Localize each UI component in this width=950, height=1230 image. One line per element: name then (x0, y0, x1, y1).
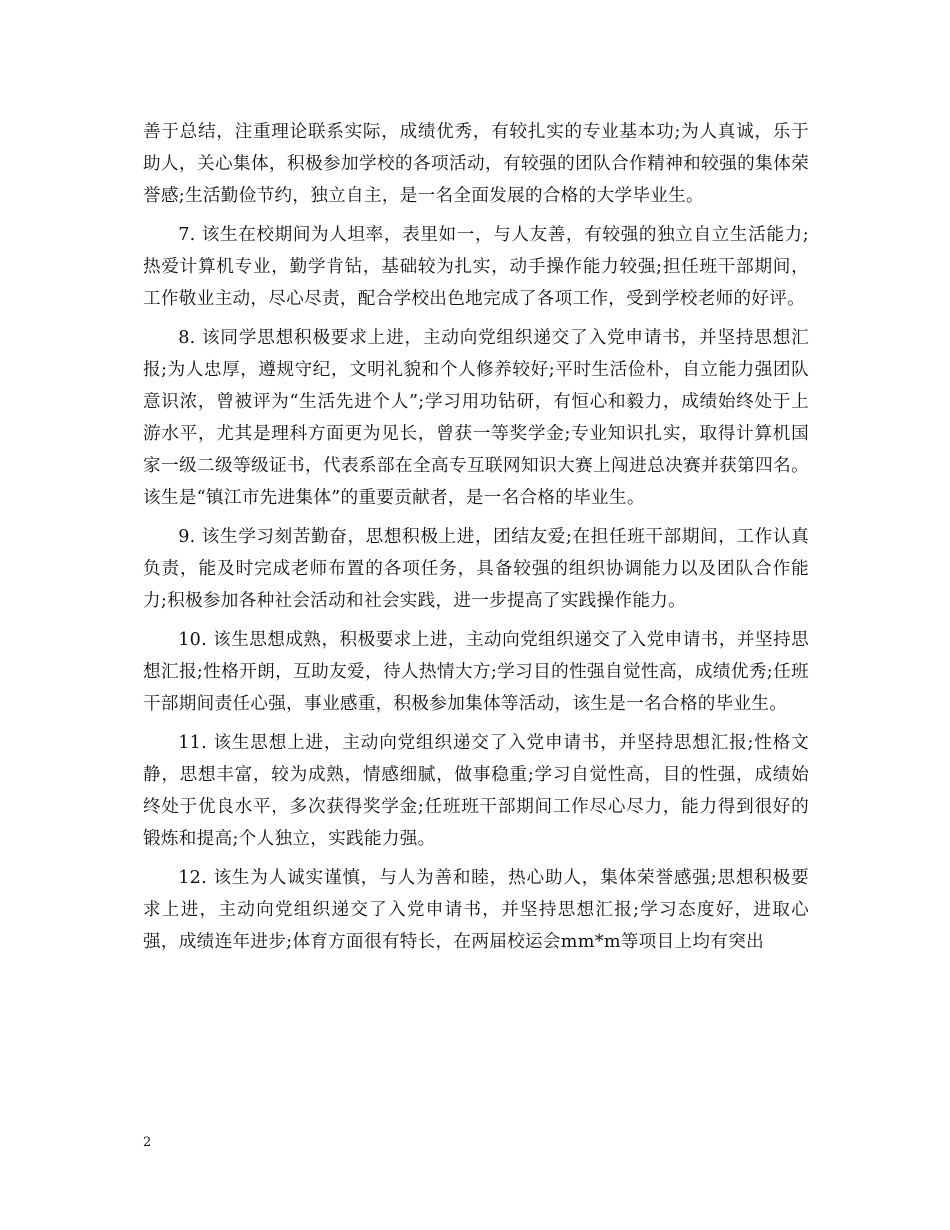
paragraph-item-7: 7. 该生在校期间为人坦率，表里如一，与人友善，有较强的独立自立生活能力;热爱计算机专业，勤学肯钻，基础较为扎实，动手操作能力较强;担任班干部期间，工作敬业主动，尽心尽责，配合学校出色地完成了各项工作，受到学校老师的好评。 (143, 225, 809, 309)
paragraph-item-8: 8. 该同学思想积极要求上进，主动向党组织递交了入党申请书，并坚持思想汇报;为人忠厚，遵规守纪，文明礼貌和个人修养较好;平时生活俭朴，自立能力强团队意识浓，曾被评为“生活先进个人”;学习用功钻研，有恒心和毅力，成绩始终处于上游水平，尤其是理科方面更为见长，曾获一等奖学金;专业知识扎实，取得计算机国家一级二级等级证书，代表系部在全高专互联网知识大赛上闯进总决赛并获第四名。该生是“镇江市先进集体”的重要贡献者，是一名合格的毕业生。 (143, 328, 809, 508)
paragraph-item-11: 11. 该生思想上进，主动向党组织递交了入党申请书，并坚持思想汇报;性格文静，思想丰富，较为成熟，情感细腻，做事稳重;学习自觉性高，目的性强，成绩始终处于优良水平，多次获得奖学金;任班班干部期间工作尽心尽力，能力得到很好的锻炼和提高;个人独立，实践能力强。 (143, 733, 809, 849)
paragraph-continuation: 善于总结，注重理论联系实际，成绩优秀，有较扎实的专业基本功;为人真诚，乐于助人，关心集体，积极参加学校的各项活动，有较强的团队合作精神和较强的集体荣誉感;生活勤俭节约，独立自主，是一名全面发展的合格的大学毕业生。 (143, 122, 809, 206)
document-body (143, 116, 809, 958)
paragraph-item-9: 9. 该生学习刻苦勤奋，思想积极上进，团结友爱;在担任班干部期间，工作认真负责，能及时完成老师布置的各项任务，具备较强的组织协调能力以及团队合作能力;积极参加各种社会活动和社会实践，进一步提高了实践操作能力。 (143, 527, 809, 611)
page-number: 2 (143, 1135, 152, 1150)
paragraph-item-10: 10. 该生思想成熟，积极要求上进，主动向党组织递交了入党申请书，并坚持思想汇报;性格开朗，互助友爱，待人热情大方;学习目的性强自觉性高，成绩优秀;任班干部期间责任心强，事业感重，积极参加集体等活动，该生是一名合格的毕业生。 (143, 630, 809, 714)
paragraph-item-12: 12. 该生为人诚实谨慎，与人为善和睦，热心助人，集体荣誉感强;思想积极要求上进，主动向党组织递交了入党申请书，并坚持思想汇报;学习态度好，进取心强，成绩连年进步;体育方面很有特长，在两届校运会mm*m等项目上均有突出 (143, 868, 809, 952)
